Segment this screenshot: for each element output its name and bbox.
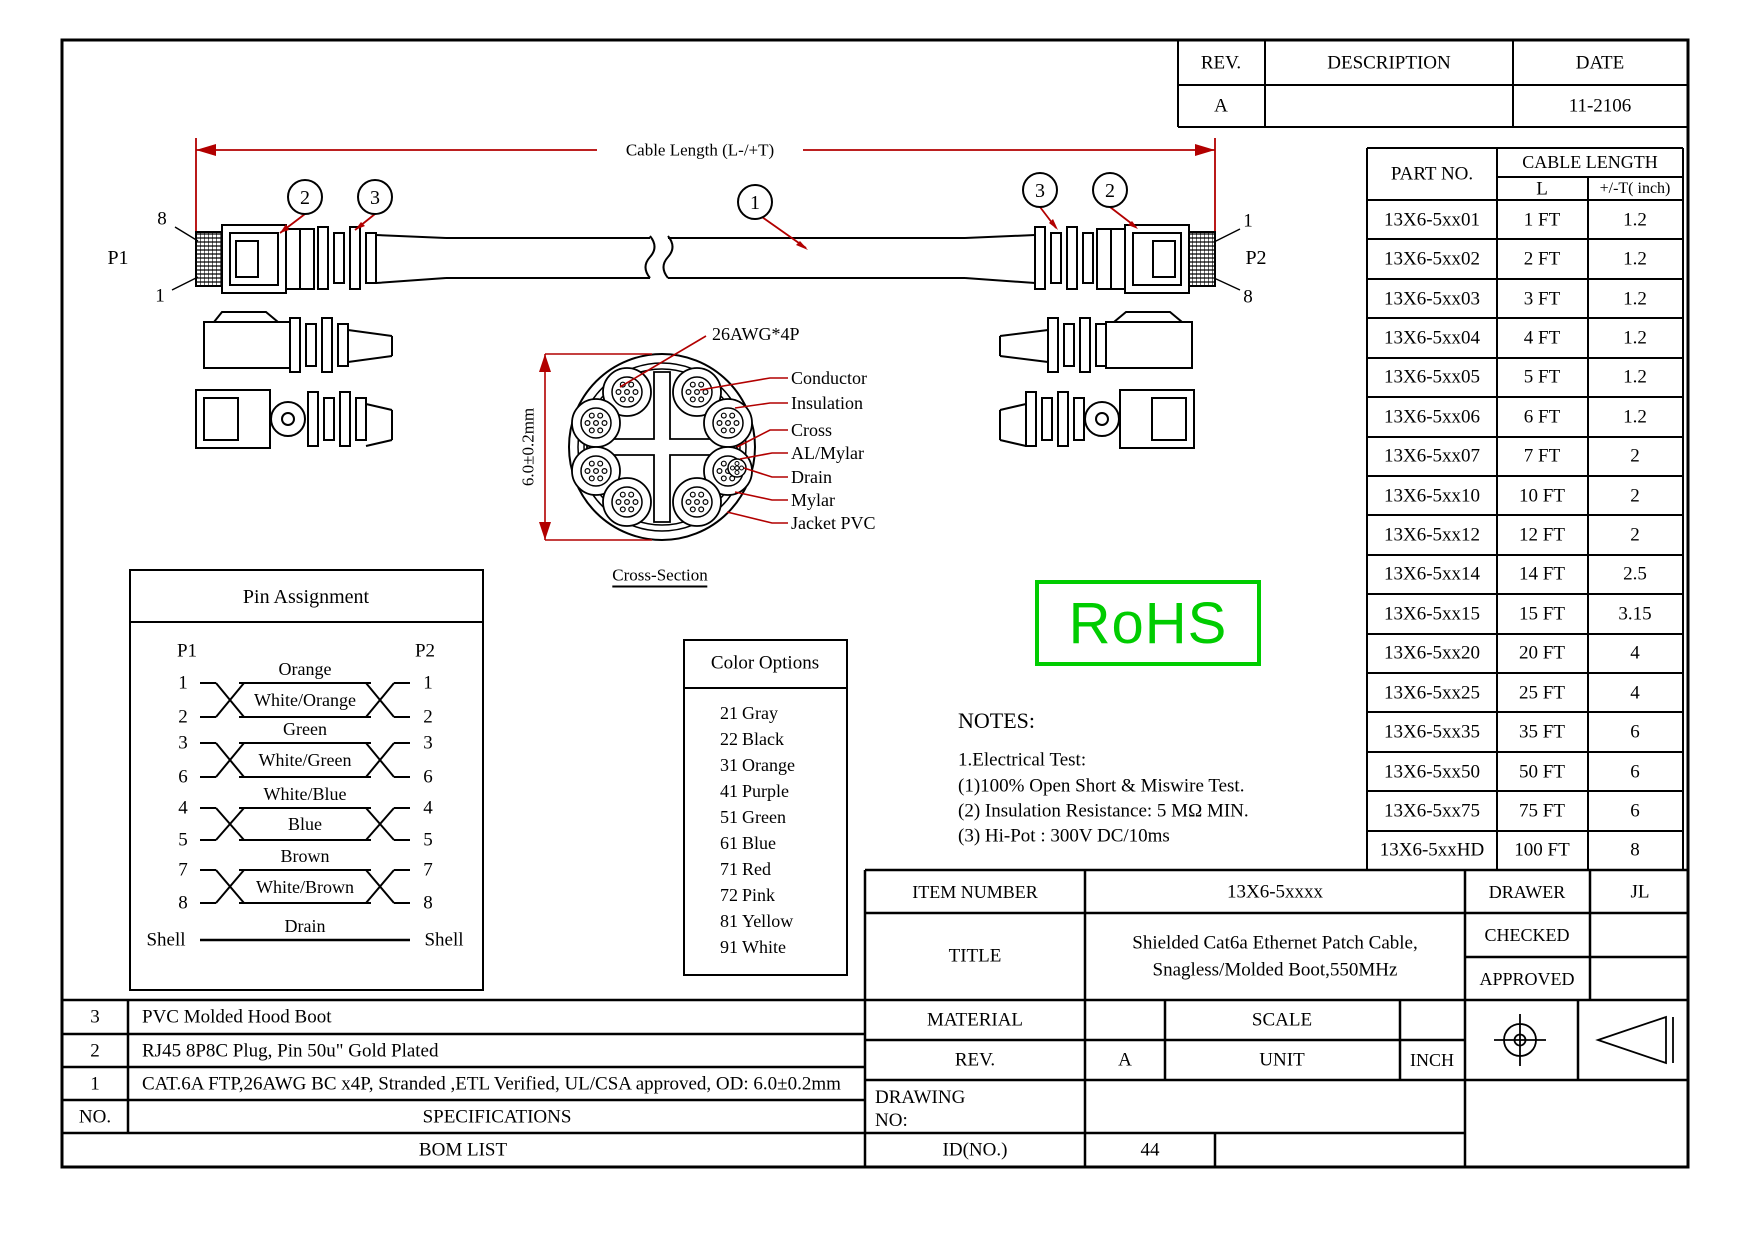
- note-line: (3) Hi-Pot : 300V DC/10ms: [958, 825, 1170, 847]
- id-value: 44: [1140, 1139, 1160, 1161]
- pair-label: Orange: [278, 659, 332, 679]
- id-label: ID(NO.): [942, 1139, 1008, 1161]
- diameter-label: 6.0±0.2mm: [518, 407, 538, 487]
- tolerance: 6: [1630, 800, 1640, 822]
- tolerance: 4: [1630, 642, 1640, 664]
- part-no: 13X6-5xx50: [1383, 761, 1481, 783]
- callout-1-center: 1: [750, 192, 760, 214]
- pin-number: 8: [423, 892, 433, 914]
- callout-3-right: 3: [1035, 180, 1045, 202]
- length: 7 FT: [1523, 445, 1561, 467]
- part-no: 13X6-5xx25: [1383, 682, 1481, 704]
- tolerance: 4: [1630, 682, 1640, 704]
- bom-item-no: 1: [90, 1073, 100, 1095]
- color-name: White: [742, 937, 786, 957]
- pin-number: 7: [178, 859, 188, 881]
- color-name: Green: [742, 807, 786, 827]
- length: 4 FT: [1523, 327, 1561, 349]
- drawer-value: JL: [1630, 881, 1650, 903]
- color-name: Gray: [742, 703, 778, 723]
- title-line2: Snagless/Molded Boot,550MHz: [1152, 959, 1398, 981]
- pin-assignment-title: Pin Assignment: [242, 586, 370, 608]
- shell-right-label: Shell: [424, 929, 464, 951]
- length: 100 FT: [1514, 839, 1570, 861]
- al-mylar-label: AL/Mylar: [791, 443, 864, 463]
- length: 5 FT: [1523, 366, 1561, 388]
- part-no: 13X6-5xxHD: [1379, 839, 1485, 861]
- mylar-label: Mylar: [791, 490, 835, 510]
- bom-item-no: 3: [90, 1006, 100, 1028]
- length: 10 FT: [1519, 485, 1565, 507]
- pair-label: Blue: [288, 814, 322, 834]
- part-no-header: PART NO.: [1390, 163, 1474, 185]
- approved-label: APPROVED: [1479, 969, 1575, 989]
- rev-header: REV.: [1200, 52, 1242, 74]
- callout-3-left: 3: [370, 187, 380, 209]
- rohs-label: RoHS: [1068, 590, 1228, 656]
- color-code: 71: [720, 859, 738, 879]
- right-pin8-label: 8: [1243, 286, 1253, 308]
- length: 3 FT: [1523, 288, 1561, 310]
- item-number-label: ITEM NUMBER: [912, 882, 1038, 902]
- pair-label: Green: [283, 719, 327, 739]
- p1-label: P1: [107, 247, 129, 269]
- color-code: 21: [720, 703, 738, 723]
- tolerance: 1.2: [1623, 288, 1647, 310]
- tolerance: 3.15: [1618, 603, 1652, 625]
- rohs-badge: [1035, 580, 1261, 666]
- p2-label: P2: [1245, 247, 1267, 269]
- rev-value: A: [1214, 95, 1228, 117]
- wire-gauge-label: 26AWG*4P: [712, 324, 800, 344]
- pin-number: 7: [423, 859, 433, 881]
- title-line1: Shielded Cat6a Ethernet Patch Cable,: [1132, 932, 1418, 954]
- color-name: Orange: [742, 755, 795, 775]
- note-line: (1)100% Open Short & Miswire Test.: [958, 775, 1245, 797]
- rev-label: REV.: [954, 1049, 996, 1071]
- color-code: 22: [720, 729, 738, 749]
- callout-2-left: 2: [300, 187, 310, 209]
- rev-value: A: [1118, 1049, 1132, 1071]
- tolerance: 2.5: [1623, 563, 1647, 585]
- length: 12 FT: [1519, 524, 1565, 546]
- pair-label: White/Green: [258, 750, 352, 770]
- note-line: (2) Insulation Resistance: 5 MΩ MIN.: [958, 800, 1249, 822]
- pin-number: 2: [423, 706, 433, 728]
- bom-item-no: 2: [90, 1040, 100, 1062]
- length: 75 FT: [1519, 800, 1565, 822]
- cable-assembly-drawing: [172, 225, 1240, 293]
- jacket-label: Jacket PVC: [791, 513, 876, 533]
- cross-section-caption: Cross-Section: [612, 567, 707, 588]
- insulation-label: Insulation: [791, 393, 863, 413]
- drawing-no-label: DRAWING NO:: [875, 1087, 966, 1131]
- length: 50 FT: [1519, 761, 1565, 783]
- pair-label: White/Orange: [254, 690, 356, 710]
- projection-symbol-icon: [1494, 1014, 1546, 1066]
- pin-number: 4: [178, 797, 188, 819]
- bom-spec-header: SPECIFICATIONS: [422, 1106, 572, 1128]
- right-pin1-label: 1: [1243, 210, 1253, 232]
- unit-label: UNIT: [1259, 1049, 1305, 1071]
- part-no: 13X6-5xx10: [1383, 485, 1481, 507]
- pair-label: White/Brown: [256, 877, 354, 897]
- part-no: 13X6-5xx02: [1383, 248, 1481, 270]
- description-header: DESCRIPTION: [1327, 52, 1451, 74]
- tolerance: 1.2: [1623, 406, 1647, 428]
- part-no: 13X6-5xx07: [1383, 445, 1481, 467]
- tolerance: 2: [1630, 485, 1640, 507]
- pin-number: 5: [423, 829, 433, 851]
- material-label: MATERIAL: [926, 1009, 1024, 1031]
- bom-item-spec: RJ45 8P8C Plug, Pin 50u" Gold Plated: [142, 1040, 439, 1062]
- part-no: 13X6-5xx05: [1383, 366, 1481, 388]
- callout-2-right: 2: [1105, 180, 1115, 202]
- color-code: 61: [720, 833, 738, 853]
- tolerance-header: +/-T( inch): [1599, 180, 1671, 197]
- part-no: 13X6-5xx01: [1383, 209, 1481, 231]
- pair-label: Brown: [280, 846, 330, 866]
- color-code: 91: [720, 937, 738, 957]
- note-line: 1.Electrical Test:: [958, 749, 1087, 771]
- bom-item-spec: CAT.6A FTP,26AWG BC x4P, Stranded ,ETL Verified, UL/CSA approved, OD: 6.0±0.2mm: [142, 1073, 841, 1095]
- pin-number: 3: [423, 732, 433, 754]
- color-code: 41: [720, 781, 738, 801]
- pin-number: 8: [178, 892, 188, 914]
- date-value: 11-2106: [1568, 95, 1632, 117]
- pin-number: 4: [423, 797, 433, 819]
- scale-label: SCALE: [1251, 1009, 1313, 1031]
- color-options-title: Color Options: [710, 652, 820, 674]
- length: 14 FT: [1519, 563, 1565, 585]
- tolerance: 6: [1630, 721, 1640, 743]
- part-no: 13X6-5xx04: [1383, 327, 1481, 349]
- pin-number: 5: [178, 829, 188, 851]
- color-name: Purple: [742, 781, 789, 801]
- cable-length-header: CABLE LENGTH: [1522, 152, 1658, 172]
- tolerance: 1.2: [1623, 366, 1647, 388]
- tolerance: 6: [1630, 761, 1640, 783]
- bom-no-header: NO.: [78, 1106, 112, 1128]
- item-number-value: 13X6-5xxxx: [1226, 881, 1324, 903]
- tolerance: 8: [1630, 839, 1640, 861]
- drain-label: Drain: [791, 467, 832, 487]
- pin-number: 6: [178, 766, 188, 788]
- color-code: 72: [720, 885, 738, 905]
- color-name: Red: [742, 859, 771, 879]
- bom-footer: BOM LIST: [418, 1139, 508, 1161]
- tolerance: 2: [1630, 445, 1640, 467]
- color-code: 51: [720, 807, 738, 827]
- conductor-label: Conductor: [791, 368, 867, 388]
- length: 20 FT: [1519, 642, 1565, 664]
- tolerance: 1.2: [1623, 327, 1647, 349]
- part-no: 13X6-5xx75: [1383, 800, 1481, 822]
- cone-symbol-icon: [1598, 1017, 1673, 1063]
- color-name: Yellow: [742, 911, 794, 931]
- cable-length-dimension-label: Cable Length (L-/+T): [620, 142, 780, 159]
- tolerance: 1.2: [1623, 248, 1647, 270]
- drain-wire-label: Drain: [284, 916, 326, 936]
- length: 25 FT: [1519, 682, 1565, 704]
- part-no: 13X6-5xx15: [1383, 603, 1481, 625]
- unit-value: INCH: [1410, 1050, 1454, 1070]
- drain-wire-icon: [728, 459, 746, 477]
- length: 1 FT: [1523, 209, 1561, 231]
- color-code: 81: [720, 911, 738, 931]
- part-no: 13X6-5xx12: [1383, 524, 1481, 546]
- left-pin1-label: 1: [155, 285, 165, 307]
- pin-number: 1: [423, 672, 433, 694]
- color-name: Black: [742, 729, 784, 749]
- bom-item-spec: PVC Molded Hood Boot: [142, 1006, 332, 1028]
- part-no: 13X6-5xx03: [1383, 288, 1481, 310]
- title-label: TITLE: [948, 945, 1002, 967]
- rj45-contacts-left-icon: [196, 232, 222, 286]
- part-no: 13X6-5xx35: [1383, 721, 1481, 743]
- color-code: 31: [720, 755, 738, 775]
- pin-number: 1: [178, 672, 188, 694]
- part-no: 13X6-5xx06: [1383, 406, 1481, 428]
- part-no: 13X6-5xx20: [1383, 642, 1481, 664]
- drawer-label: DRAWER: [1488, 882, 1566, 902]
- pin-number: 6: [423, 766, 433, 788]
- shell-left-label: Shell: [146, 929, 186, 951]
- notes-heading: NOTES:: [958, 708, 1035, 733]
- cross-label: Cross: [791, 420, 833, 440]
- l-header: L: [1536, 178, 1548, 200]
- pin-p2-label: P2: [414, 640, 436, 662]
- pin-number: 3: [178, 732, 188, 754]
- pin-number: 2: [178, 706, 188, 728]
- length: 2 FT: [1523, 248, 1561, 270]
- tolerance: 1.2: [1623, 209, 1647, 231]
- color-name: Pink: [742, 885, 776, 905]
- tolerance: 2: [1630, 524, 1640, 546]
- length: 35 FT: [1519, 721, 1565, 743]
- rj45-contacts-right-icon: [1189, 232, 1215, 286]
- checked-label: CHECKED: [1484, 925, 1570, 945]
- cross-section-drawing: [539, 336, 788, 540]
- left-pin8-label: 8: [157, 208, 167, 230]
- length: 15 FT: [1519, 603, 1565, 625]
- pair-label: White/Blue: [263, 784, 347, 804]
- pin-p1-label: P1: [176, 640, 198, 662]
- part-no: 13X6-5xx14: [1383, 563, 1481, 585]
- date-header: DATE: [1575, 52, 1625, 74]
- length: 6 FT: [1523, 406, 1561, 428]
- color-name: Blue: [742, 833, 776, 853]
